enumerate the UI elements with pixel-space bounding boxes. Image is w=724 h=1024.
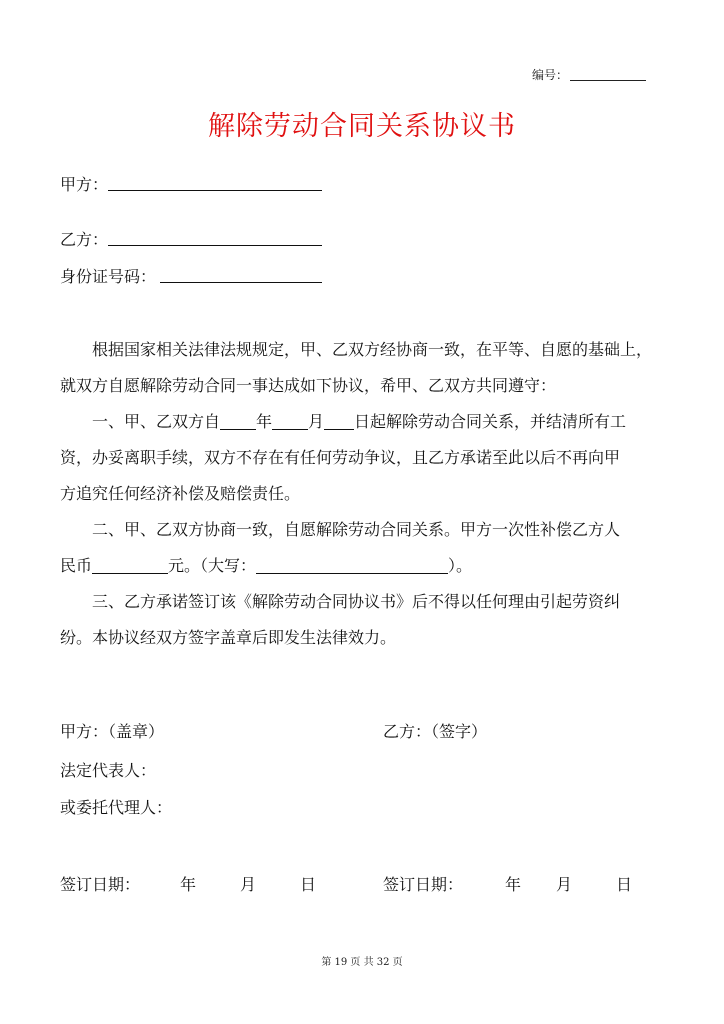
clause-1-prefix: 一、甲、乙双方自 — [92, 412, 221, 431]
party-a-seal: 甲方：（盖章） — [60, 722, 165, 741]
clause-1-rest: 日起解除劳动合同关系，并结清所有工 — [354, 412, 627, 431]
document-number-label: 编号： — [532, 68, 569, 82]
party-b-field — [60, 227, 108, 250]
legal-representative: 法定代表人： — [60, 761, 157, 780]
party-a-date-month: 月 — [240, 875, 257, 894]
party-a-date-day: 日 — [300, 875, 317, 894]
clause-2-line-2 — [60, 548, 668, 584]
document-number — [532, 66, 646, 83]
party-a-blank[interactable] — [108, 190, 322, 191]
clause-1-line-3: 方追究任何经济补偿及赔偿责任。 — [60, 484, 301, 503]
authorized-agent: 或委托代理人： — [60, 798, 173, 817]
party-b-date-year: 年 — [505, 875, 522, 894]
clause-1-month-blank[interactable] — [272, 413, 308, 430]
party-b-signature: 乙方：（签字） — [383, 722, 488, 741]
clause-1-line-2: 资，办妥离职手续，双方不存在有任何劳动争议，且乙方承诺至此以后不再向甲 — [60, 448, 621, 467]
clause-3-line-2: 纷。本协议经双方签字盖章后即发生法律效力。 — [60, 628, 397, 647]
clause-2-end: ）。 — [448, 556, 473, 575]
party-a-field — [60, 172, 108, 195]
party-b-date-month: 月 — [556, 875, 573, 894]
clause-1-day-blank[interactable] — [324, 413, 354, 430]
clause-2-mid: 元。（大写： — [168, 556, 257, 575]
party-a-label: 甲方： — [60, 175, 109, 194]
clause-1-month: 月 — [308, 412, 325, 431]
document-number-blank[interactable] — [570, 68, 646, 81]
party-a-date-year: 年 — [180, 875, 197, 894]
party-b-date-day: 日 — [616, 875, 633, 894]
id-number-field — [60, 264, 156, 287]
party-b-label: 乙方： — [60, 230, 109, 249]
party-b-blank[interactable] — [108, 245, 322, 246]
clause-3-line-1: 三、乙方承诺签订该《解除劳动合同协议书》后不得以任何理由引起劳资纠 — [92, 592, 621, 611]
document-title: 解除劳动合同关系协议书 — [208, 111, 516, 142]
id-number-label: 身份证号码： — [60, 267, 157, 286]
intro-line-2: 就双方自愿解除劳动合同一事达成如下协议，希甲、乙双方共同遵守： — [60, 376, 557, 395]
clause-1-line-1 — [60, 404, 668, 440]
clause-1-year-blank[interactable] — [220, 413, 256, 430]
party-b-date-label: 签订日期： — [383, 875, 464, 894]
clause-1-year: 年 — [256, 412, 273, 431]
intro-line-1: 根据国家相关法律法规规定，甲、乙双方经协商一致，在平等、自愿的基础上， — [92, 340, 653, 359]
id-number-blank[interactable] — [160, 282, 322, 283]
clause-2-prefix: 民币 — [60, 556, 93, 575]
party-a-date-label: 签订日期： — [60, 875, 141, 894]
agreement-body — [60, 332, 668, 656]
compensation-words-blank[interactable] — [256, 557, 448, 574]
compensation-amount-blank[interactable] — [92, 557, 168, 574]
page-number: 第 19 页 共 32 页 — [321, 957, 403, 968]
clause-2-line-1: 二、甲、乙双方协商一致，自愿解除劳动合同关系。甲方一次性补偿乙方人 — [92, 520, 621, 539]
